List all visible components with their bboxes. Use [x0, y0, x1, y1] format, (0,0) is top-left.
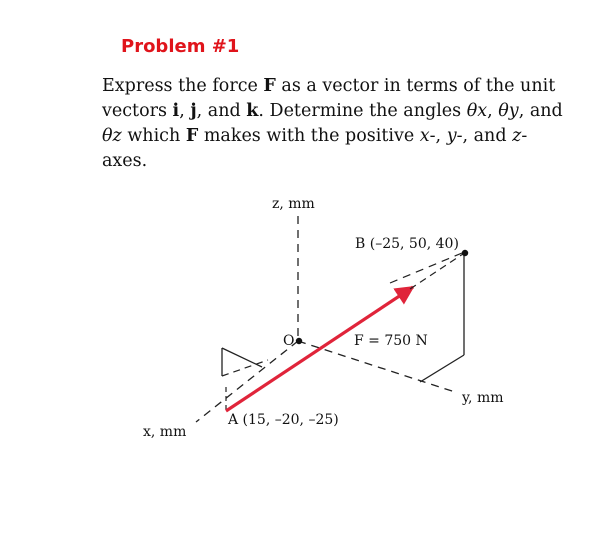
text-segment: y	[446, 126, 457, 146]
text-segment: -, and	[456, 126, 513, 146]
text-segment: i	[172, 101, 180, 121]
point-b	[462, 250, 468, 256]
text-segment: . Determine the angles	[258, 101, 467, 121]
text-segment: j	[190, 101, 197, 121]
text-segment: θx	[466, 101, 488, 121]
x-axis-line	[196, 341, 298, 422]
origin-label: O	[283, 333, 295, 349]
text-segment: z	[512, 126, 522, 146]
text-segment: F	[263, 76, 276, 96]
text-segment: θy	[498, 101, 519, 121]
text-segment: -,	[429, 126, 447, 146]
problem-title: Problem #1	[121, 36, 240, 57]
text-segment: , and	[196, 101, 247, 121]
text-segment: which	[121, 126, 186, 146]
force-vector-tail-segment	[410, 252, 466, 289]
construction-line-b-bottom	[420, 355, 464, 382]
text-segment: -axes.	[102, 126, 528, 171]
text-segment: ,	[487, 101, 499, 121]
force-vector-f	[226, 287, 413, 411]
text-segment: , and	[518, 101, 563, 121]
origin-point	[296, 338, 302, 344]
y-axis-label: y, mm	[462, 390, 504, 406]
text-segment: F	[185, 126, 199, 146]
construction-line-a-lower	[222, 360, 268, 376]
text-segment: makes with the positive	[198, 126, 420, 146]
text-segment: θz	[102, 126, 122, 146]
text-segment: k	[246, 101, 259, 121]
x-axis-label: x, mm	[143, 424, 187, 440]
construction-line-b-top	[390, 253, 462, 283]
point-a-label: A (15, –20, –25)	[228, 412, 339, 428]
point-b-label: B (–25, 50, 40)	[355, 236, 459, 252]
text-segment: Express the force	[102, 76, 264, 96]
text-segment: ,	[179, 101, 191, 121]
text-segment: x	[419, 126, 430, 146]
z-axis-label: z, mm	[272, 196, 315, 212]
text-segment: as a vector in terms of the unit vectors	[102, 76, 556, 121]
force-label: F = 750 N	[354, 333, 428, 349]
